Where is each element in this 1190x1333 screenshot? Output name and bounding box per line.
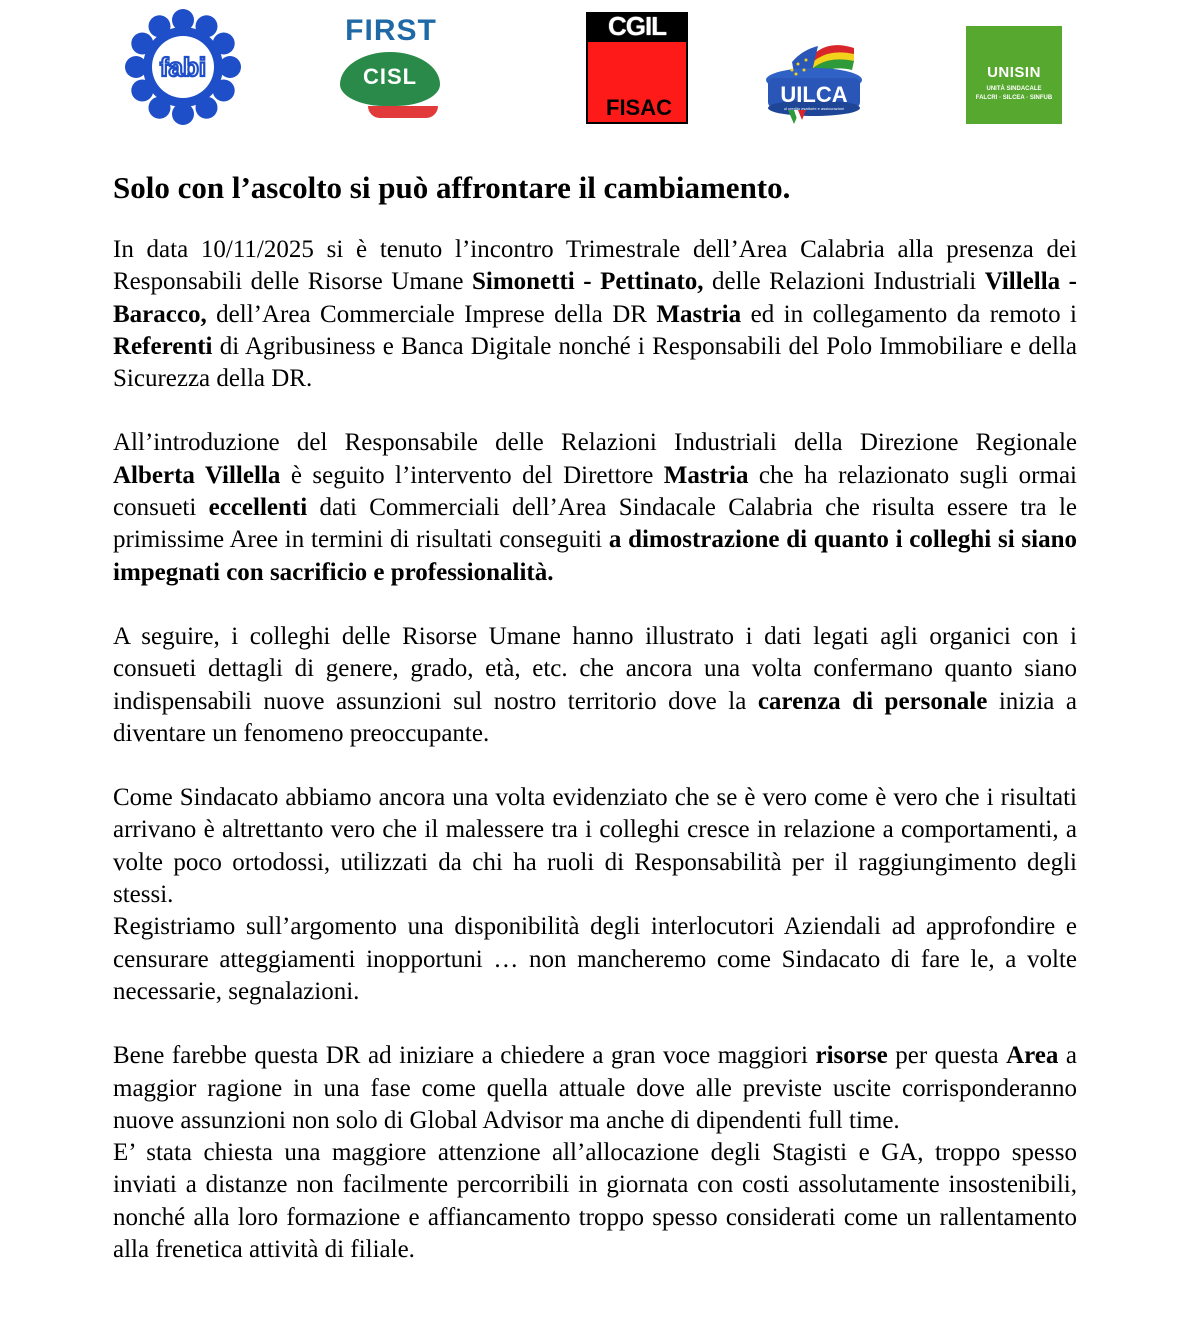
text-segment: di Agribusiness e Banca Digitale nonché i Responsabili del Polo Immobiliare e della Sicurezza della DR.	[113, 332, 1077, 393]
text-segment: a maggior ragione in una fase come quella attuale dove alle previste uscite corrisponderanno nuove assunzioni non solo di Global Advisor ma anche di dipendenti full time.	[113, 1042, 1077, 1134]
uilca-logo	[762, 34, 866, 124]
paragraph-spacer	[113, 589, 1077, 621]
svg-text:fabi: fabi	[159, 52, 207, 82]
cgil-red-block	[588, 42, 686, 122]
text-segment: ed in collegamento da remoto i	[741, 300, 1077, 328]
text-segment: Registriamo sull’argomento una disponibilità degli interlocutori Aziendali ad approfondire e censurare atteggiamenti inopportuni … non mancheremo come Sindacato di fare le, a volte necessarie, segnalazioni.	[113, 913, 1077, 1005]
unisin-logo	[966, 26, 1062, 124]
bold-segment: Referenti	[113, 332, 213, 360]
paragraph-company-availability	[113, 911, 1077, 1008]
text-segment: dati Commerciali dell’Area Sindacale Calabria che risulta essere tra le primissime Aree in termini di risultati conseguiti	[113, 494, 1077, 554]
text-segment: inizia a diventare un fenomeno preoccupante.	[113, 687, 1077, 747]
fabi-flower-icon	[124, 8, 242, 126]
text-segment: Bene farebbe questa DR ad iniziare a chiedere a gran voce maggiori	[113, 1042, 816, 1070]
union-logos-header	[0, 0, 1190, 140]
svg-text:UILCA: UILCA	[780, 82, 848, 107]
unisin-wordmark: UNISIN	[987, 64, 1041, 81]
uilca-emblem-icon	[762, 34, 866, 124]
bold-segment: Mastria	[656, 300, 742, 328]
paragraph-spacer	[113, 1008, 1077, 1040]
text-segment: E’ stata chiesta una maggiore attenzione all’allocazione degli Stagisti e GA, troppo spesso inviati a distanze non facilmente percorribili in giornata con costi assolutamente insostenibili, nonché alla loro formazione e affiancamento troppo spesso considerati come un rallentamento alla frenetica attività di filiale.	[113, 1139, 1077, 1264]
fisac-wordmark: FISAC	[606, 95, 672, 120]
first-cisl-logo	[326, 14, 454, 122]
cisl-red-swoosh	[368, 106, 438, 118]
cgil-fisac-logo	[586, 12, 688, 124]
bold-segment: Villella - Baracco,	[113, 268, 1077, 328]
paragraph-meeting-intro	[113, 234, 1077, 395]
unisin-subtitle-1: UNITÀ SINDACALE	[986, 86, 1042, 92]
bold-segment: a dimostrazione di quanto i colleghi si siano impegnati con sacrificio e professionalità.	[113, 526, 1077, 586]
bold-segment: Area	[1006, 1042, 1059, 1070]
paragraph-spacer	[113, 750, 1077, 782]
text-segment: In data 10/11/2025 si è tenuto l’incontro Trimestrale dell’Area Calabria alla presenza dei Responsabili delle Risorse Umane	[113, 236, 1077, 296]
text-segment: All’introduzione del Responsabile delle Relazioni Industriali della Direzione Regionale	[113, 429, 1077, 457]
svg-text:ul credito esattorie e assicur: ul credito esattorie e assicurazioni	[783, 106, 845, 111]
paragraph-spacer	[113, 395, 1077, 427]
text-segment: delle Relazioni Industriali	[703, 268, 985, 296]
text-segment: A seguire, i colleghi delle Risorse Umane hanno illustrato i dati legati agli organici con i consueti dettagli di genere, grado, età, etc. che ancora una volta confermano quanto siano indispensabili nuove assunzioni sul nostro territorio dove la	[113, 622, 1077, 715]
paragraph-interns-allocation	[113, 1137, 1077, 1266]
cgil-wordmark: CGIL	[588, 12, 686, 40]
bold-segment: Mastria	[663, 461, 749, 489]
first-wordmark: FIRST	[345, 14, 437, 47]
document-body	[113, 168, 1077, 1266]
paragraph-director-report	[113, 427, 1077, 588]
unisin-subtitle-2: FALCRI · SILCEA · SINFUB	[975, 95, 1053, 101]
text-segment: è seguito l’intervento del Direttore	[280, 461, 664, 489]
paragraph-union-concerns	[113, 782, 1077, 911]
cisl-wordmark: CISL	[362, 64, 418, 89]
document-title: Solo con l’ascolto si può affrontare il cambiamento.	[113, 170, 791, 205]
text-segment: dell’Area Commerciale Imprese della DR	[206, 300, 657, 328]
paragraph-hr-data	[113, 621, 1077, 750]
bold-segment: Alberta Villella	[113, 461, 281, 489]
text-segment: Come Sindacato abbiamo ancora una volta evidenziato che se è vero come è vero che i risultati arrivano è altrettanto vero che il malessere tra i colleghi cresce in relazione a comportamenti, a volte poco ortodossi, utilizzati da chi ha ruoli di Responsabilità per il raggiungimento degli stessi.	[113, 784, 1077, 909]
bold-segment: carenza di personale	[757, 687, 988, 715]
bold-segment: Simonetti - Pettinato,	[471, 268, 704, 296]
paragraph-resources-request	[113, 1040, 1077, 1137]
text-segment: che ha relazionato sugli ormai consueti	[113, 461, 1077, 522]
bold-segment: risorse	[815, 1042, 888, 1070]
fabi-logo	[124, 8, 242, 126]
text-segment: per questa	[887, 1042, 1007, 1070]
bold-segment: eccellenti	[208, 494, 308, 522]
